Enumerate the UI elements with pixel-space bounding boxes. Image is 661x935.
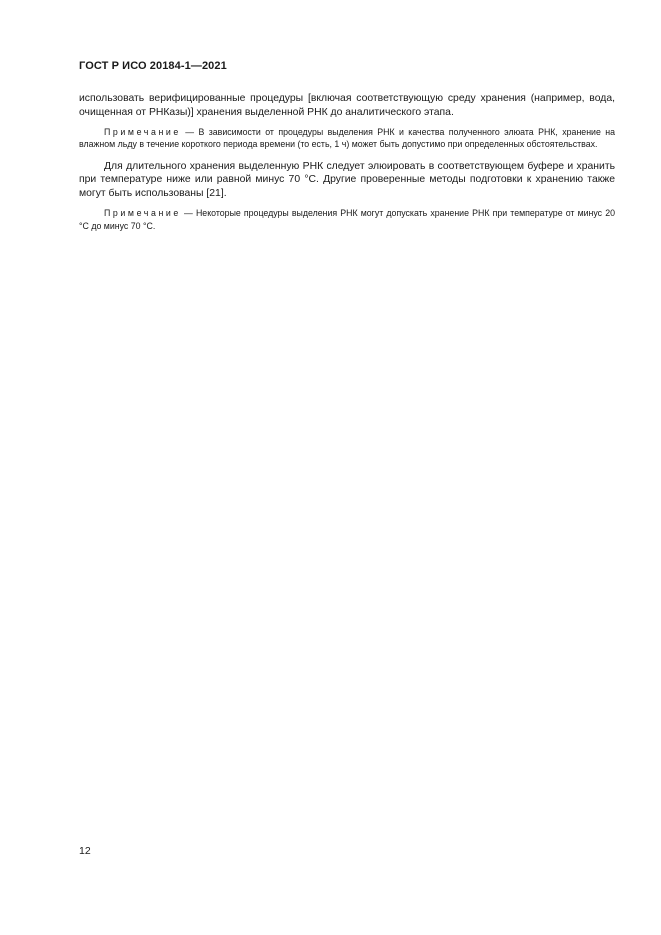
note-1-label: Примечание: [104, 127, 181, 138]
page-content: [79, 92, 615, 232]
note-2-text: — Некоторые процедуры выделения РНК могут допускать хранение РНК при температуре от минус 20 °С до минус 70 °С.: [79, 208, 615, 231]
page-number: 12: [79, 845, 91, 857]
standard-id: ГОСТ Р ИСО 20184-1—2021: [79, 60, 227, 72]
note-2: [79, 207, 615, 231]
note-2-label: Примечание: [104, 208, 181, 219]
paragraph-2: Для длительного хранения выделенную РНК следует элюировать в соответствующем буфере и хранить при температуре ниже или равной минус 70 °С. Другие проверенные методы подготовки к хранению также могут быть использованы [21].: [79, 160, 615, 199]
document-header: [79, 60, 227, 72]
paragraph-1: использовать верифицированные процедуры [включая соответствующую среду хранения (например, вода, очищенная от РНКазы)] хранения выделенной РНК до аналитического этапа.: [79, 93, 615, 118]
note-1-text: — В зависимости от процедуры выделения РНК и качества полученного элюата РНК, хранение на влажном льду в течение короткого периода времени (то есть, 1 ч) может быть допустимо при определенных обстоятельствах.: [79, 127, 615, 150]
note-1: [79, 126, 615, 150]
